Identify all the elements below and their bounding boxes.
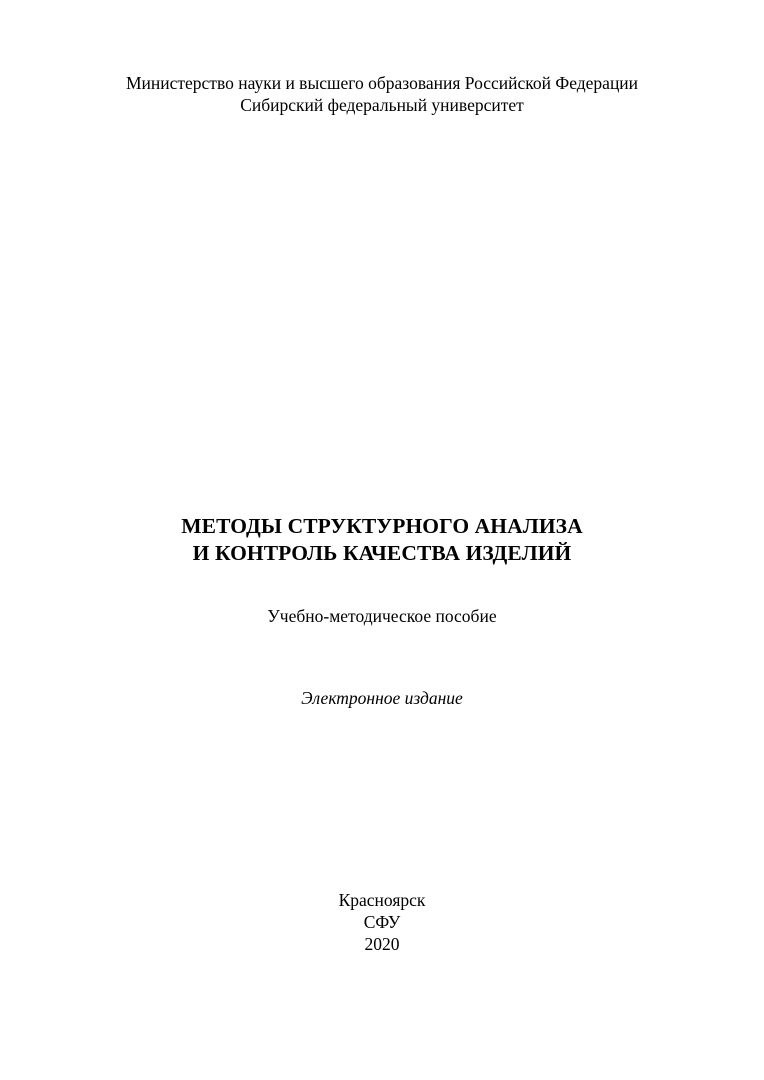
ministry-name: Министерство науки и высшего образования Российской Федерации [125,73,639,93]
book-title-line-1: МЕТОДЫ СТРУКТУРНОГО АНАЛИЗА [181,514,583,538]
book-title-line-2: И КОНТРОЛЬ КАЧЕСТВА ИЗДЕЛИЙ [192,541,572,565]
book-type: Учебно-методическое пособие [267,606,497,626]
imprint-publisher: СФУ [363,912,401,932]
imprint-year: 2020 [364,934,400,954]
university-name: Сибирский федеральный университет [240,95,524,115]
imprint-city: Красноярск [338,890,426,910]
edition-note: Электронное издание [301,688,463,708]
